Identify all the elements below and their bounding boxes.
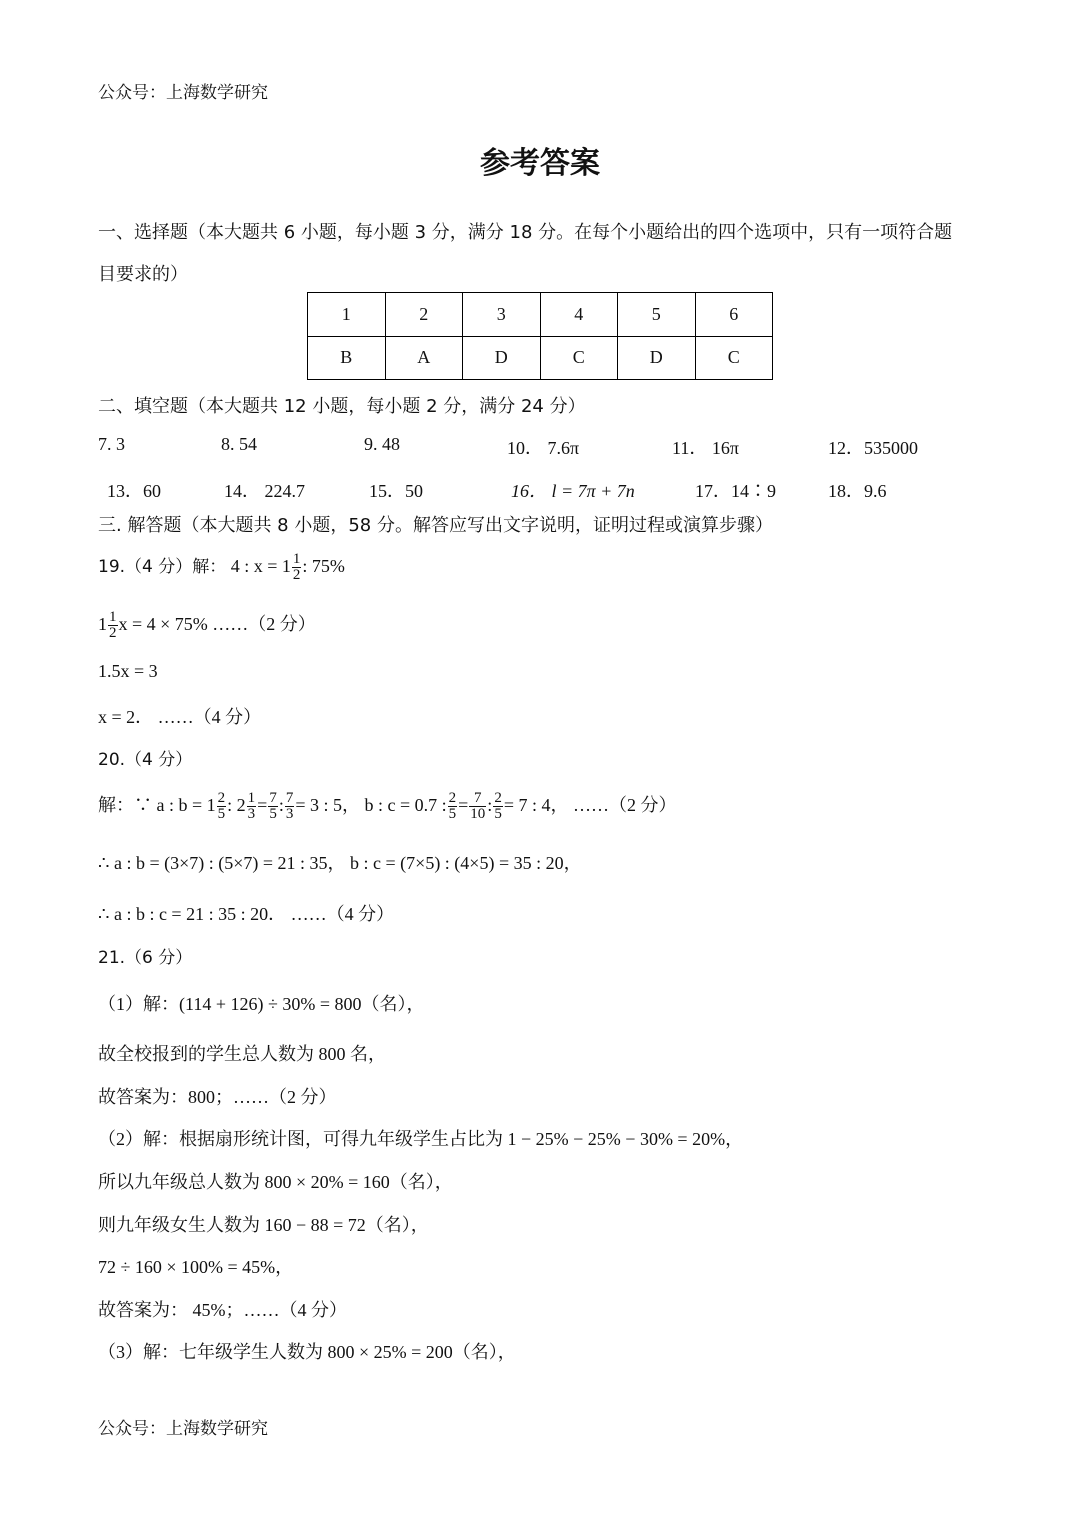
section2-heading: 二、填空题（本大题共 12 小题，每小题 2 分，满分 24 分） bbox=[98, 396, 586, 417]
q21-label: 21.（6 分） bbox=[98, 948, 193, 968]
fill-answer: 9. 48 bbox=[364, 434, 400, 454]
table-cell: 4 bbox=[540, 293, 618, 337]
table-row-numbers bbox=[308, 293, 773, 337]
table-cell: B bbox=[308, 336, 386, 380]
q19-eq-a: 4 : x = 1 bbox=[230, 556, 291, 576]
table-cell: 6 bbox=[695, 293, 773, 337]
table-cell: C bbox=[695, 336, 773, 380]
fraction: $\frac{1}{2}$ bbox=[109, 609, 117, 642]
section1-heading-cont: 目要求的） bbox=[98, 264, 188, 285]
table-cell: 3 bbox=[463, 293, 541, 337]
fill-answer: 15．50 bbox=[369, 481, 423, 501]
fill-answer: 11． 16π bbox=[672, 438, 739, 458]
q19-eq-b: : 75% bbox=[302, 556, 345, 576]
table-cell: 2 bbox=[385, 293, 463, 337]
fill-answer: 7. 3 bbox=[98, 434, 125, 454]
fraction: $\frac{1}{2}$ bbox=[292, 551, 301, 584]
q21-line: 故答案为： 45%；……（4 分） bbox=[98, 1300, 347, 1320]
fraction: $\frac{7}{10}$ bbox=[470, 790, 486, 823]
fill-answer: 13．60 bbox=[107, 481, 161, 501]
fraction: $\frac{7}{5}$ bbox=[269, 790, 277, 823]
q21-line: 故答案为：800；……（2 分） bbox=[98, 1087, 337, 1107]
table-cell: D bbox=[463, 336, 541, 380]
q20-line3: ∴ a : b : c = 21 : 35 : 20． ……（4 分） bbox=[98, 904, 395, 924]
q21-line: 72 ÷ 160 × 100% = 45%， bbox=[98, 1257, 294, 1277]
q21-line: 故全校报到的学生总人数为 800 名， bbox=[98, 1044, 386, 1064]
q21-line: （2）解：根据扇形统计图，可得九年级学生占比为 1 − 25% − 25% − 30% = 20%， bbox=[98, 1129, 744, 1149]
section1-heading: 一、选择题（本大题共 6 小题，每小题 3 分，满分 18 分。在每个小题给出的四个选项中，只有一项符合题 bbox=[98, 222, 953, 243]
answer-table bbox=[307, 292, 773, 380]
q20-line2: ∴ a : b = (3×7) : (5×7) = 21 : 35， b : c = (7×5) : (4×5) = 35 : 20， bbox=[98, 853, 582, 873]
fill-answer: 8. 54 bbox=[221, 434, 257, 454]
q19-line2: 1 $\frac{1}{2}$ x = 4 × 75% ……（2 分） bbox=[98, 609, 316, 642]
fraction: $\frac{7}{3}$ bbox=[285, 790, 294, 823]
q21-line: （3）解：七年级学生人数为 800 × 25% = 200（名）， bbox=[98, 1342, 516, 1362]
q21-line: 则九年级女生人数为 160 − 88 = 72（名）， bbox=[98, 1215, 429, 1235]
section3-heading: 三. 解答题（本大题共 8 小题，58 分。解答应写出文字说明，证明过程或演算步骤） bbox=[98, 515, 773, 536]
page-header: 公众号：上海数学研究 bbox=[98, 83, 268, 102]
fraction: $\frac{2}{5}$ bbox=[448, 790, 457, 823]
table-cell: 5 bbox=[618, 293, 696, 337]
q19-line2-text: x = 4 × 75% ……（2 分） bbox=[118, 614, 316, 634]
q21-line: （1）解：(114 + 126) ÷ 30% = 800（名）， bbox=[98, 994, 425, 1014]
fill-answer: 17．14∶9 bbox=[695, 481, 776, 501]
q19-line4: x = 2． ……（4 分） bbox=[98, 707, 262, 727]
table-row-answers bbox=[308, 336, 773, 380]
fill-answer: 14． 224.7 bbox=[224, 481, 305, 501]
fill-answer: 16． l = 7π + 7n bbox=[511, 481, 635, 501]
fill-answer: 12．535000 bbox=[828, 438, 918, 458]
q19-line3: 1.5x = 3 bbox=[98, 661, 158, 681]
q21-line: 所以九年级总人数为 800 × 20% = 160（名）， bbox=[98, 1172, 453, 1192]
fraction: $\frac{2}{5}$ bbox=[217, 790, 226, 823]
q19-line1 bbox=[98, 552, 345, 583]
fraction: $\frac{2}{5}$ bbox=[494, 790, 502, 823]
table-cell: A bbox=[385, 336, 463, 380]
table-cell: D bbox=[618, 336, 696, 380]
page-title: 参考答案 bbox=[480, 146, 600, 181]
table-cell: 1 bbox=[308, 293, 386, 337]
fraction: $\frac{1}{3}$ bbox=[247, 790, 256, 823]
q20-line1: 解：∵ a : b = 1 $\frac{2}{5}$ : 2 $\frac{1}{3}$ = $\frac{7}{5}$ : $\frac{7}{3}$ = 3 : 5， b : c = 0.7 : $\frac{2}{5}$ = $\frac{7}{10}$ : $\frac{2}{5}$ = 7 : 4， ……（2 分） bbox=[98, 790, 677, 823]
table-cell: C bbox=[540, 336, 618, 380]
fill-answer: 10． 7.6π bbox=[507, 438, 580, 458]
q19-label: 19.（4 分）解： bbox=[98, 557, 227, 577]
page-footer: 公众号：上海数学研究 bbox=[98, 1419, 268, 1438]
fill-answer: 18．9.6 bbox=[828, 481, 887, 501]
q20-label: 20.（4 分） bbox=[98, 750, 193, 770]
